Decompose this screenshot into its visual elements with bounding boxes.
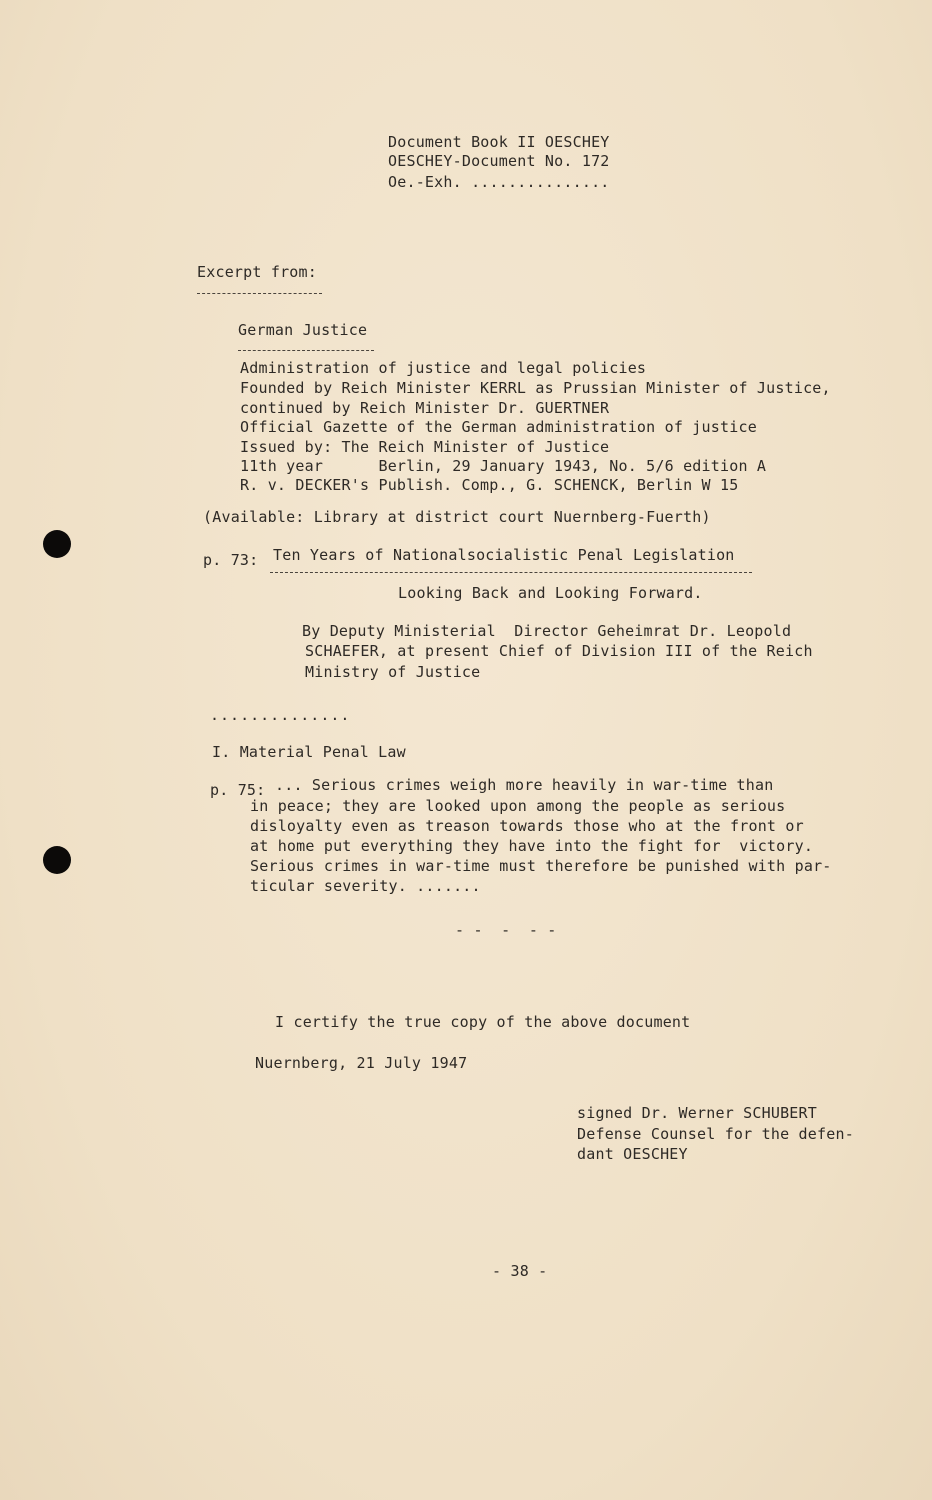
separator-dots: ..............: [210, 706, 351, 724]
signature-line: dant OESCHEY: [577, 1145, 688, 1163]
source-line: Issued by: The Reich Minister of Justice: [240, 438, 610, 456]
article-subtitle: Looking Back and Looking Forward.: [398, 584, 703, 602]
source-line: Administration of justice and legal policies: [240, 359, 647, 377]
source-line: Official Gazette of the German administration of justice: [240, 418, 757, 436]
source-title-underline: [238, 350, 374, 351]
quote-line: Serious crimes in war-time must therefore be punished with par-: [250, 857, 832, 875]
certification-line: I certify the true copy of the above document: [275, 1013, 691, 1031]
page-number: - 38 -: [492, 1262, 548, 1280]
excerpt-from-label: Excerpt from:: [197, 263, 317, 281]
article-page-ref: p. 73:: [203, 551, 259, 569]
quote-line: ... Serious crimes weigh more heavily in war-time than: [275, 776, 774, 794]
place-date-line: Nuernberg, 21 July 1947: [255, 1054, 468, 1072]
quote-line: disloyalty even as treason towards those who at the front or: [250, 817, 804, 835]
quote-line: in peace; they are looked upon among the people as serious: [250, 797, 786, 815]
excerpt-underline: [197, 293, 322, 294]
source-line: Founded by Reich Minister KERRL as Prussian Minister of Justice,: [240, 379, 831, 397]
quote-page-ref: p. 75:: [210, 781, 266, 799]
author-line: Ministry of Justice: [305, 663, 481, 681]
doc-book-line: Document Book II OESCHEY: [388, 133, 610, 151]
source-line: R. v. DECKER's Publish. Comp., G. SCHENCK, Berlin W 15: [240, 476, 739, 494]
section-heading: I. Material Penal Law: [212, 743, 406, 761]
doc-number-line: OESCHEY-Document No. 172: [388, 152, 610, 170]
source-title: German Justice: [238, 321, 368, 339]
availability-line: (Available: Library at district court Nuernberg-Fuerth): [203, 508, 711, 526]
exhibit-line: Oe.-Exh. ...............: [388, 173, 610, 191]
author-line: By Deputy Ministerial Director Geheimrat Dr. Leopold: [302, 622, 792, 640]
signature-line: signed Dr. Werner SCHUBERT: [577, 1104, 817, 1122]
article-title: Ten Years of Nationalsocialistic Penal Legislation: [273, 546, 735, 564]
article-title-underline: [270, 572, 752, 573]
author-line: SCHAEFER, at present Chief of Division III of the Reich: [305, 642, 813, 660]
source-line: 11th year Berlin, 29 January 1943, No. 5/6 edition A: [240, 457, 767, 475]
quote-line: ticular severity. .......: [250, 877, 481, 895]
signature-line: Defense Counsel for the defen-: [577, 1125, 854, 1143]
quote-line: at home put everything they have into the fight for victory.: [250, 837, 814, 855]
punch-hole-icon: [43, 846, 71, 874]
end-marks: - - - - -: [455, 921, 557, 939]
punch-hole-icon: [43, 530, 71, 558]
source-line: continued by Reich Minister Dr. GUERTNER: [240, 399, 610, 417]
